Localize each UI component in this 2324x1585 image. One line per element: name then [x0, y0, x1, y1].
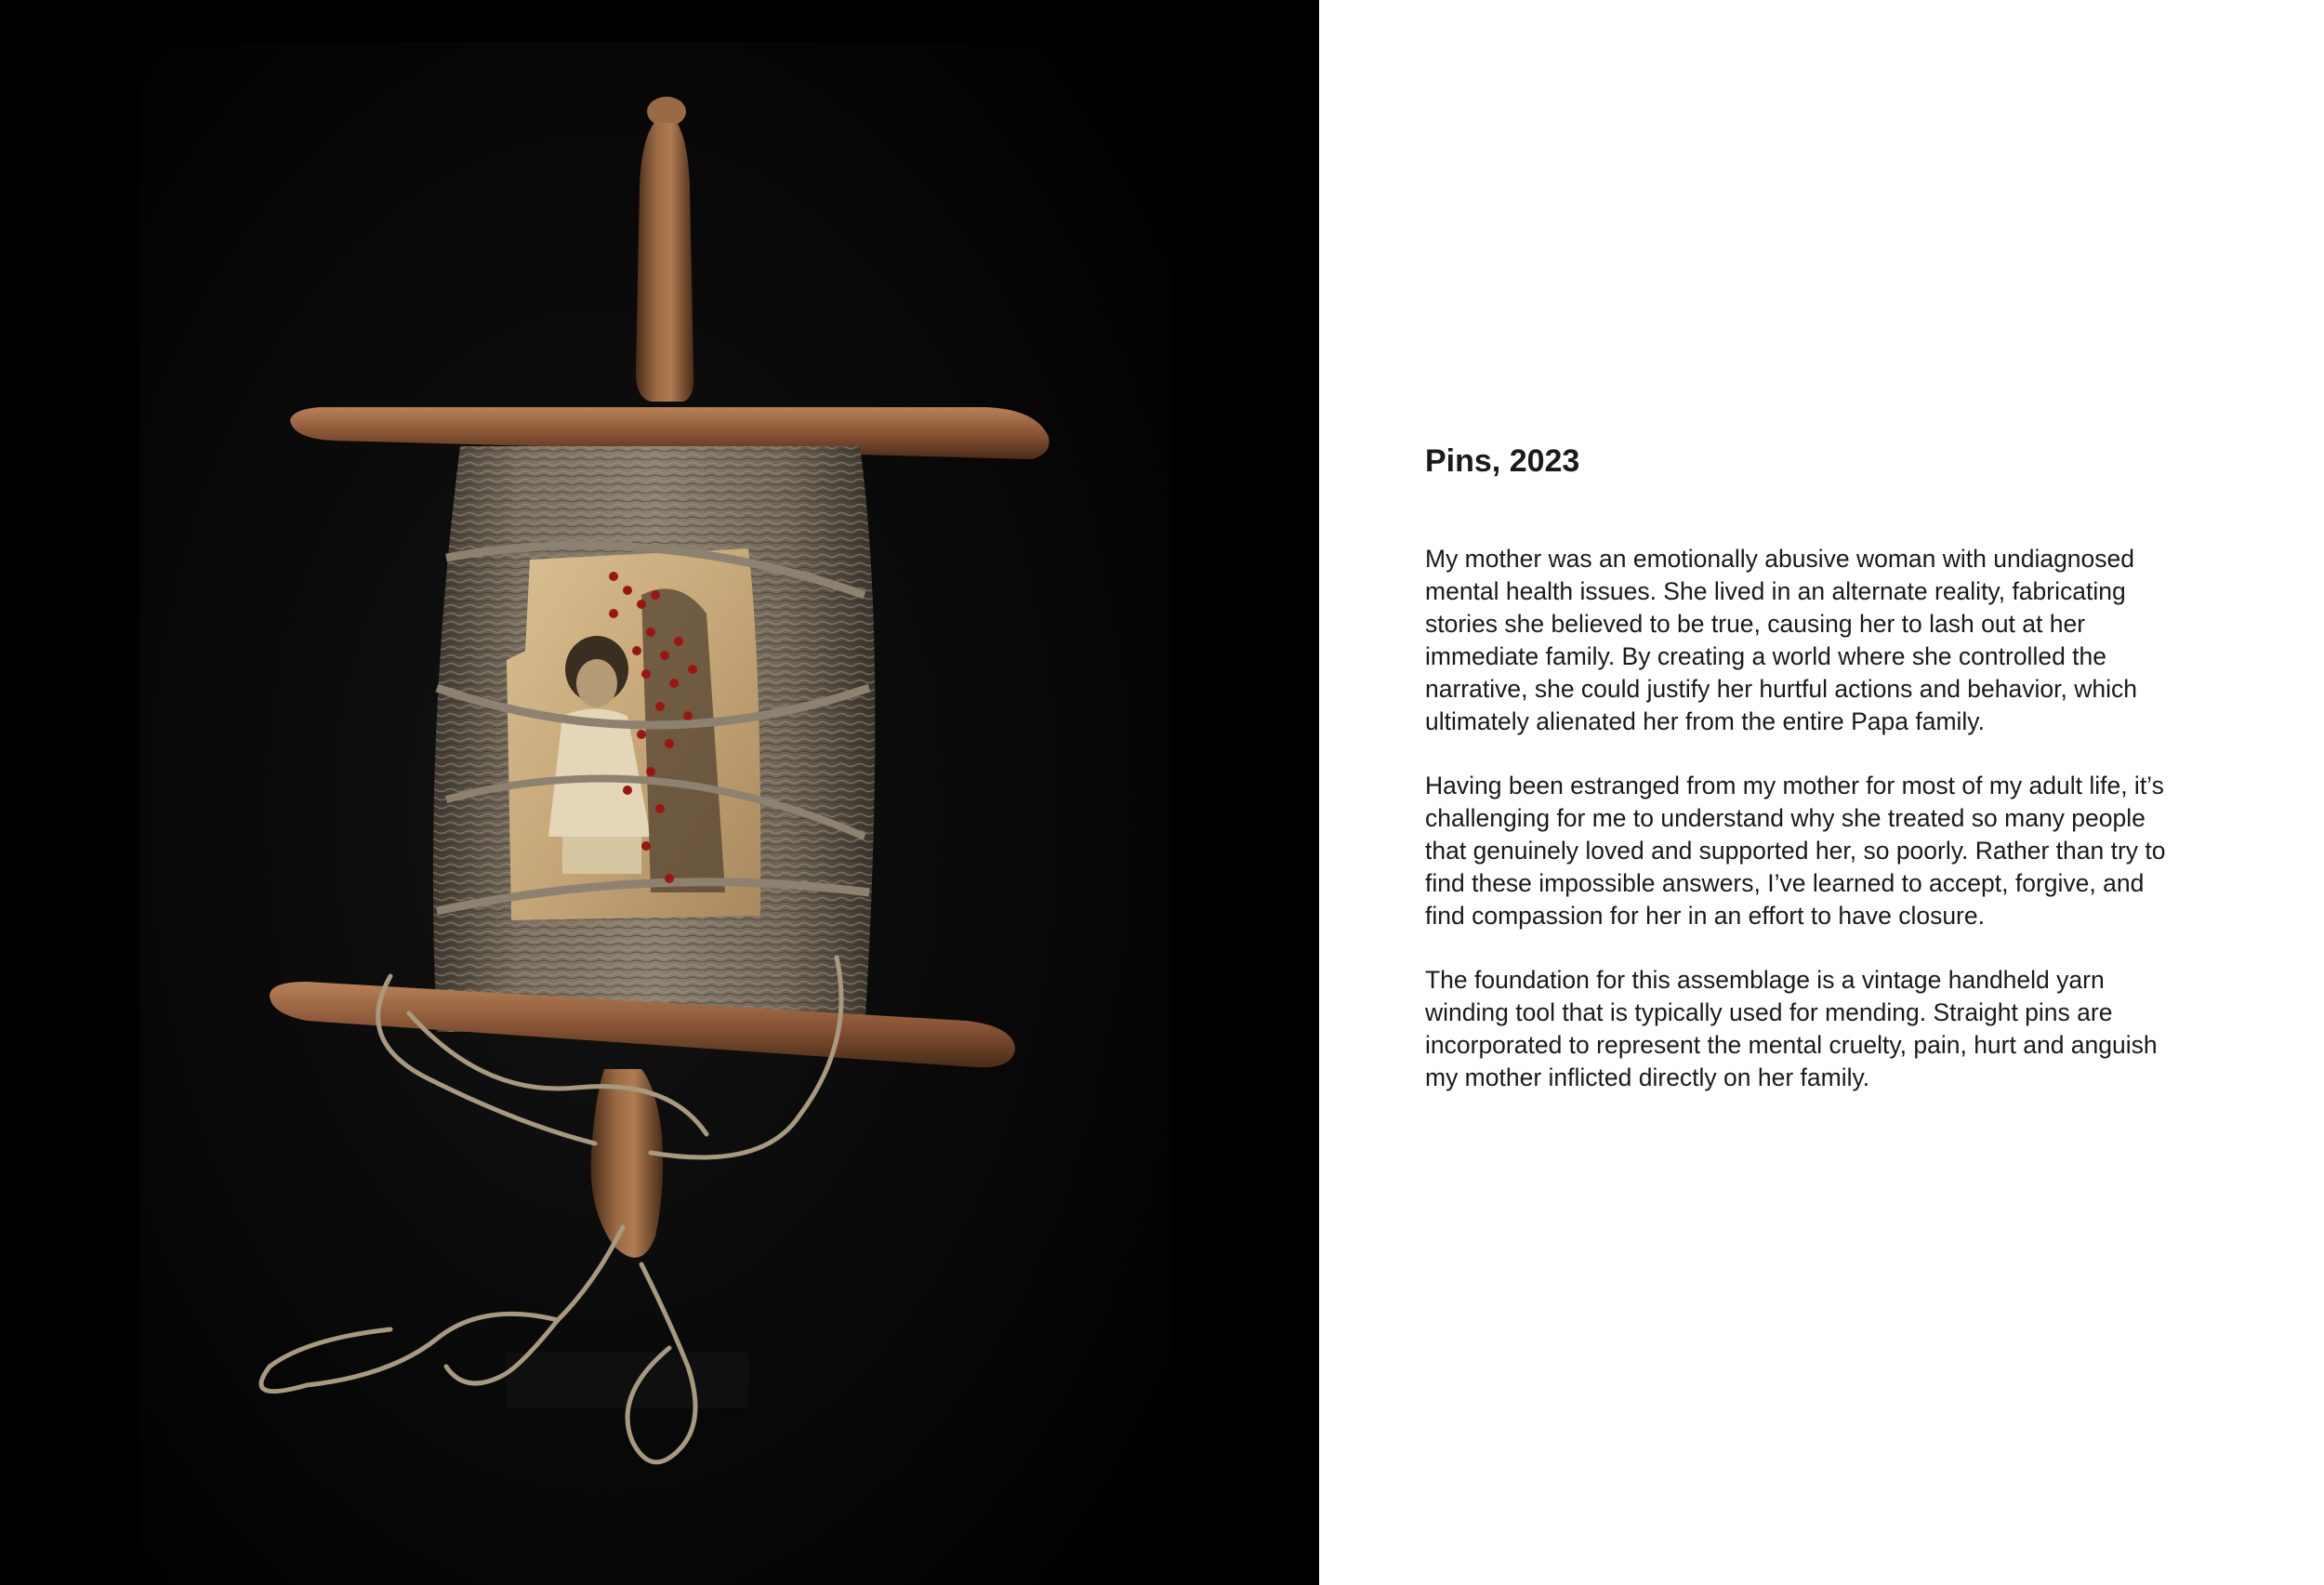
artwork-statement [1425, 543, 2243, 1126]
statement-paragraph-2 [1425, 770, 2243, 932]
text-line: that genuinely loved and supported her, so poorly. Rather than try to [1425, 837, 2166, 865]
text-line: mental health issues. She lived in an alternate reality, fabricating [1425, 577, 2126, 605]
text-line: find these impossible answers, I’ve learned to accept, forgive, and [1425, 869, 2145, 897]
artwork-title: Pins, 2023 [1425, 443, 1580, 479]
description-panel [1319, 0, 2324, 1585]
text-line: The foundation for this assemblage is a vintage handheld yarn [1425, 966, 2105, 994]
text-line: challenging for me to understand why she treated so many people [1425, 804, 2146, 832]
text-line: narrative, she could justify her hurtful actions and behavior, which [1425, 675, 2137, 703]
text-line: Having been estranged from my mother for most of my adult life, it’s [1425, 772, 2164, 799]
statement-paragraph-1 [1425, 543, 2243, 738]
text-line: winding tool that is typically used for mending. Straight pins are [1425, 998, 2113, 1026]
vintage-photograph [507, 548, 760, 920]
text-line: find compassion for her in an effort to have closure. [1425, 902, 1985, 930]
statement-paragraph-3 [1425, 964, 2243, 1094]
text-line: my mother inflicted directly on her family. [1425, 1063, 1870, 1091]
text-line: My mother was an emotionally abusive woman with undiagnosed [1425, 545, 2135, 573]
text-line: ultimately alienated her from the entire Papa family. [1425, 707, 1985, 735]
text-line: incorporated to represent the mental cruelty, pain, hurt and anguish [1425, 1031, 2158, 1059]
text-line: immediate family. By creating a world where she controlled the [1425, 642, 2107, 670]
text-line: stories she believed to be true, causing her to lash out at her [1425, 610, 2086, 638]
